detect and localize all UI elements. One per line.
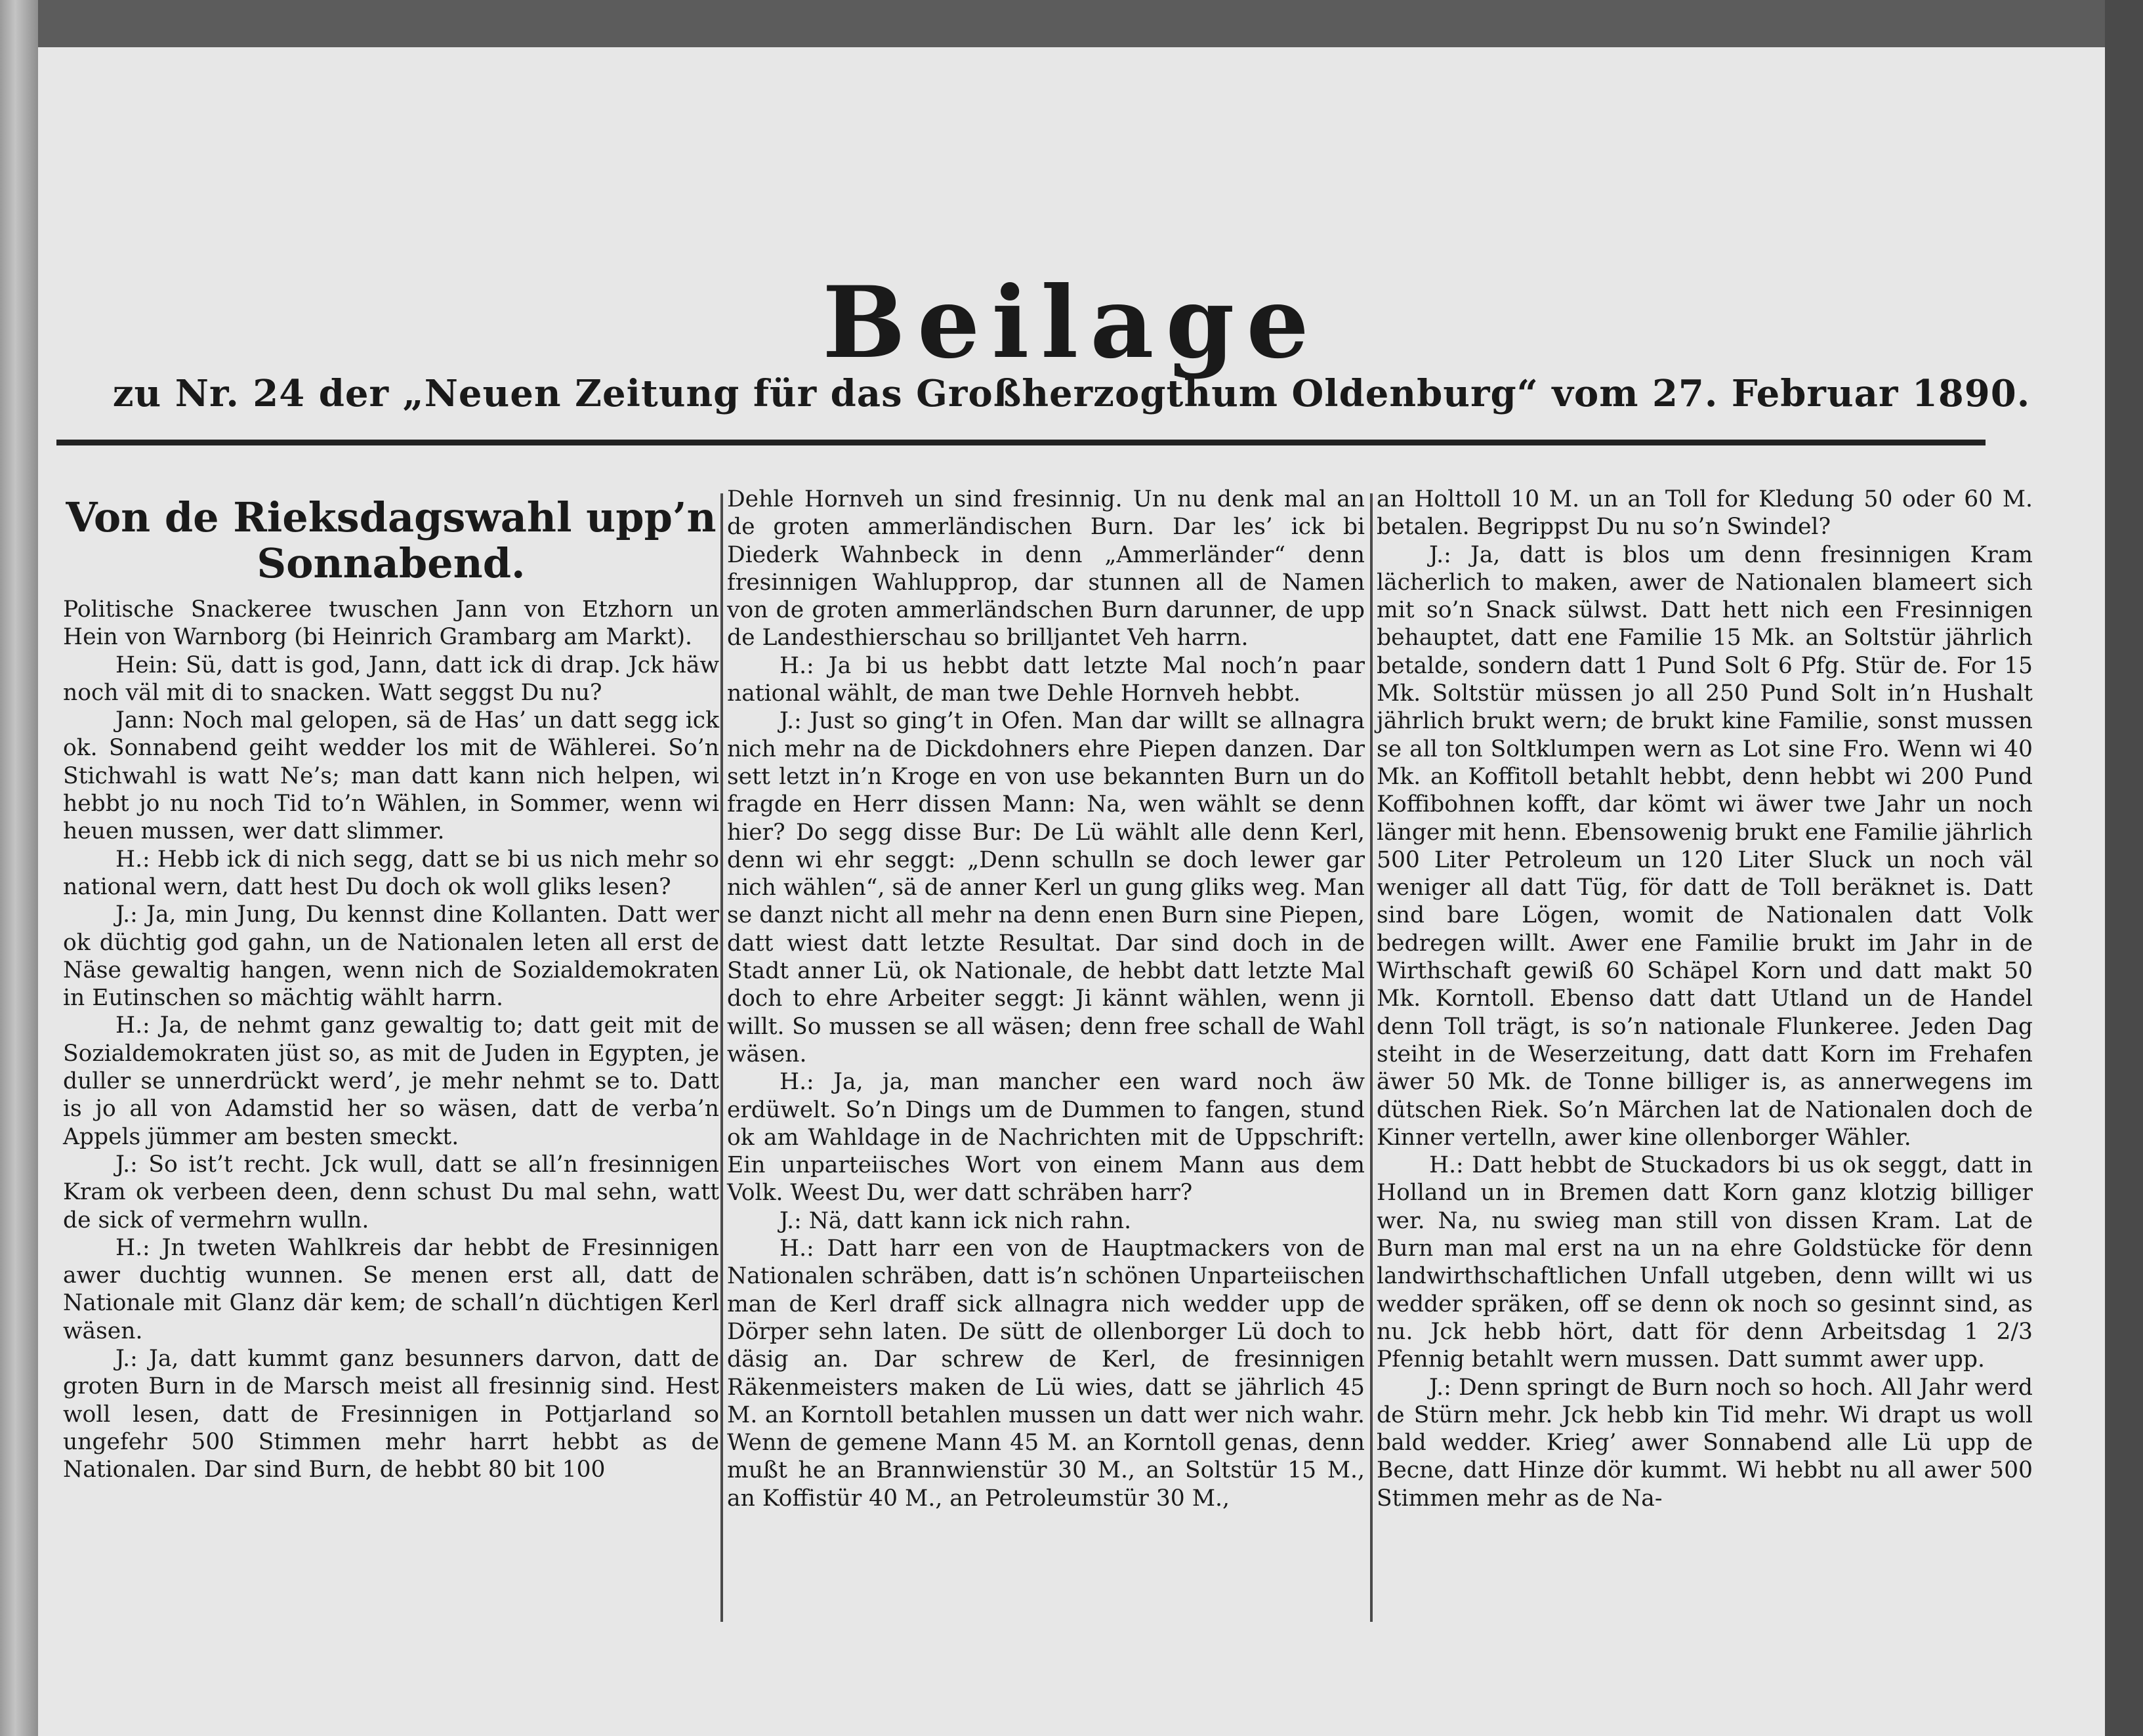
article-column-1 [63,488,719,1484]
column-divider [1370,493,1373,1622]
article-column-3 [1377,486,2033,1512]
article-paragraph: J.: Denn springt de Burn noch so hoch. All Jahr werd de Stürn mehr. Jck hebb kin Tid mehr. Wi drapt us woll bald wedder. Krieg’ awer Sonnabend alle Lü upp de Becne, datt Hinze dör kummt. Wi hebbt nu all awer 500 Stimmen mehr as de Na- [1377,1374,2033,1512]
page-title: Beilage [822,265,1321,381]
scan-right-margin [2105,0,2143,1736]
article-paragraph: Dehle Hornveh un sind fresinnig. Un nu denk mal an de groten ammerländischen Burn. Dar les’ ick bi Diederk Wahnbeck in denn „Ammerländer“ denn fresinnigen Wahlupprop, dar stunnen all de Namen von de groten ammerländschen Burn darunner, de upp de Landesthierschau so brilljantet Veh harrn. [727,486,1365,651]
article-paragraph: J.: Just so ging’t in Ofen. Man dar willt se allnagra nich mehr na de Dickdohners ehre Piepen danzen. Dar sett letzt in’n Kroge en von use bekannten Burn un do fragde en Herr dissen Mann: Na, wen wählt se denn hier? Do segg disse Bur: De Lü wählt alle denn Kerl, denn wi ehr seggt: „Denn schulln se doch lewer gar nich wählen“, sä de anner Kerl un gung gliks weg. Man se danzt nicht all mehr na denn enen Burn sine Piepen, datt wiest datt letzte Resultat. Dar sind doch in de Stadt anner Lü, ok Nationale, de hebbt datt letzte Mal doch to ehre Arbeiter seggt: Ji kännt wählen, wenn ji willt. So mussen se all wäsen; denn free schall de Wahl wäsen. [727,708,1365,1067]
article-paragraph: H.: Ja, ja, man mancher een ward noch äw erdüwelt. So’n Dings um de Dummen to fangen, stund ok am Wahldage in de Nachrichten mit de Uppschrift: Ein unparteiisches Wort von einem Mann aus dem Volk. Weest Du, wer datt schräben harr? [727,1069,1365,1207]
article-paragraph: Jann: Noch mal gelopen, sä de Has’ un datt segg ick ok. Sonnabend geiht wedder los mit de Wählerei. So’n Stichwahl is watt Ne’s; man datt kann nich helpen, wi hebbt jo nu noch Tid to’n Wählen, in Sommer, wenn wi heuen mussen, wer datt slimmer. [63,707,719,845]
page-subtitle: zu Nr. 24 der „Neuen Zeitung für das Großherzogthum Oldenburg“ vom 27. Februar 1890. [112,372,2031,415]
article-paragraph: H.: Ja bi us hebbt datt letzte Mal noch’n paar national wählt, de man twe Dehle Hornveh hebbt. [727,652,1365,707]
article-paragraph: J.: Ja, datt kummt ganz besunners darvon, datt de groten Burn in de Marsch meist all fresinnig sind. Hest woll lesen, datt de Fresinnigen in Pottjarland so ungefehr 500 Stimmen mehr harrt hebbt as de Nationalen. Dar sind Burn, de hebbt 80 bit 100 [63,1346,719,1483]
article-paragraph: H.: Datt harr een von de Hauptmackers von de Nationalen schräben, datt is’n schönen Unparteiischen man de Kerl draff sick allnagra nich wedder upp de Dörper sehn laten. De sütt de ollenborger Lü doch to däsig an. Dar schrew de Kerl, de fresinnigen Räkenmeisters maken de Lü wies, datt se jährlich 45 M. an Korntoll betahlen mussen un datt wer nich wahr. Wenn de gemene Mann 45 M. an Korntoll genas, denn mußt he an Brannwienstür 30 M., an Soltstür 15 M., an Koffistür 40 M., an Petroleumstür 30 M., [727,1235,1365,1512]
article-paragraph: J.: Ja, datt is blos um denn fresinnigen Kram lächerlich to maken, awer de Nationalen blameert sich mit so’n Snack sülwst. Datt hett nich een Fresinnigen behauptet, datt ene Familie 15 Mk. an Soltstür jährlich betalde, sondern datt 1 Pund Solt 6 Pfg. Stür de. For 15 Mk. Soltstür müssen jo all 250 Pund Solt in’n Hushalt jährlich brukt wern; de brukt kine Familie, sonst mussen se all ton Soltklumpen wern as Lot sine Fro. Wenn wi 40 Mk. an Koffitoll betahlt hebbt, denn hebbt wi 200 Pund Koffibohnen kofft, dar kömt wi äwer twe Jahr un noch länger mit henn. Ebensowenig brukt ene Familie jährlich 500 Liter Petroleum un 120 Liter Sluck un noch väl weniger all datt Tüg, för datt de Toll beräknet is. Datt sind bare Lögen, womit de Nationalen datt Volk bedregen willt. Awer ene Familie brukt im Jahr in de Wirthschaft gewiß 60 Schäpel Korn und datt makt 50 Mk. Korntoll. Ebenso datt datt Utland un de Handel denn Toll trägt, is so’n nationale Flunkeree. Jeden Dag steiht in de Weserzeitung, datt datt Korn im Frehafen äwer 50 Mk. de Tonne billiger is, as annerwegens im dütschen Riek. So’n Märchen lat de Nationalen doch de Kinner vertelln, awer kine ollenborger Wähler. [1377,541,2033,1151]
article-paragraph: H.: Ja, de nehmt ganz gewaltig to; datt geit mit de Sozialdemokraten jüst so, as mit de Juden in Egypten, je duller se unnerdrückt werd’, je mehr nehmt se to. Datt is jo all von Adamstid her so wäsen, datt de verba’n Appels jümmer am besten smeckt. [63,1012,719,1150]
article-paragraph: Hein: Sü, datt is god, Jann, datt ick di drap. Jck häw noch väl mit di to snacken. Watt seggst Du nu? [63,651,719,706]
article-paragraph: H.: Datt hebbt de Stuckadors bi us ok seggt, datt in Holland un in Bremen datt Korn ganz klotzig billiger wer. Na, nu swieg man still von dissen Kram. Lat de Burn man mal erst na un na ehre Goldstücke för denn landwirthschaftlichen Unfall utgeben, denn willt wi us wedder spräken, off se denn ok noch so gesinnt sind, as nu. Jck hebb hört, datt för denn Arbeitsdag 1 2/3 Pfennig betahlt wern mussen. Datt summt awer upp. [1377,1152,2033,1373]
article-paragraph: J.: Ja, min Jung, Du kennst dine Kollanten. Datt wer ok düchtig god gahn, un de Nationalen leten all erst de Näse gewaltig hangen, wenn nich de Sozialdemokraten in Eutinschen so mächtig wählt harrn. [63,901,719,1012]
page-left-edge [0,0,38,1736]
article-paragraph: H.: Hebb ick di nich segg, datt se bi us nich mehr so national wern, datt hest Du doch ok woll gliks lesen? [63,846,719,900]
article-paragraph: an Holttoll 10 M. un an Toll for Kledung 50 oder 60 M. betalen. Begrippst Du nu so’n Swindel? [1377,486,2033,541]
article-paragraph: J.: Nä, datt kann ick nich rahn. [780,1207,1132,1234]
scan-top-margin [38,0,2143,47]
masthead-rule [56,440,1986,445]
article-paragraph: H.: Jn tweten Wahlkreis dar hebbt de Fresinnigen awer duchtig wunnen. Se menen erst all, datt de Nationale mit Glanz där kem; de schall’n düchtigen Kerl wäsen. [63,1234,719,1344]
newspaper-page [38,47,2105,1736]
column-divider [720,493,723,1622]
article-column-2 [727,486,1365,1512]
article-headline: Von de Rieksdagswahl upp’n Sonnabend. [66,493,717,587]
article-paragraph: Politische Snackeree twuschen Jann von Etzhorn un Hein von Warnborg (bi Heinrich Grambarg am Markt). [63,596,719,651]
article-paragraph: J.: So ist’t recht. Jck wull, datt se all’n fresinnigen Kram ok verbeen deen, denn schust Du mal sehn, watt de sick of vermehrn wulln. [63,1151,719,1233]
